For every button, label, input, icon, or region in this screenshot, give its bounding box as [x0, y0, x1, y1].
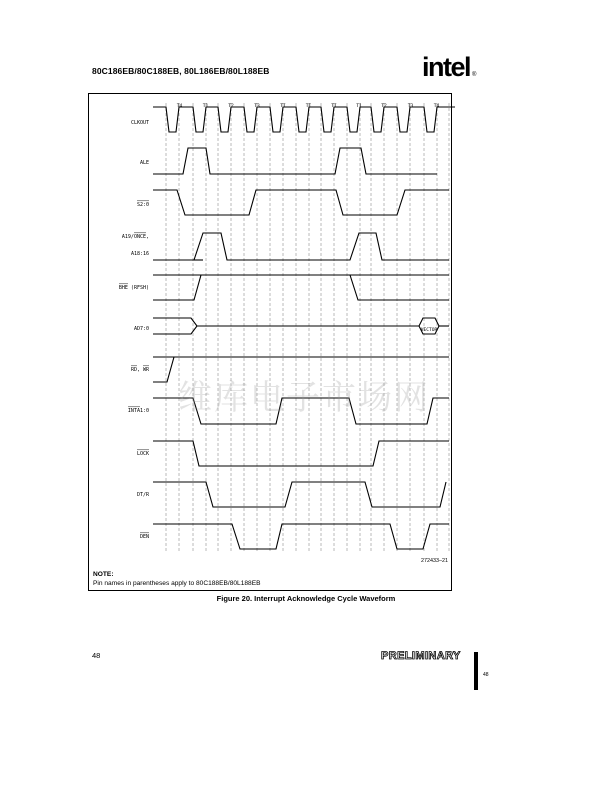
note-text: Pin names in parentheses apply to 80C188EB/80L188EB	[93, 580, 261, 587]
signal-label-ale: ALE	[139, 160, 149, 166]
preliminary-mark: PRELIMINARY	[381, 650, 461, 662]
t-state-label: T2	[381, 104, 387, 109]
signal-label-bhe: BHE (RFSH)	[118, 285, 149, 291]
intel-logo: intel	[422, 52, 471, 82]
t-state-label: T1	[356, 104, 362, 109]
t-state-label: TI	[331, 104, 337, 109]
signal-label-ad: AD7:0	[133, 326, 149, 332]
figure-id: 272433–21	[421, 558, 448, 564]
t-state-label: T2	[228, 104, 234, 109]
signal-label-s20: S2:0	[136, 202, 149, 208]
vector-label: VECTOR	[420, 328, 438, 333]
t-state-label: T4	[176, 104, 183, 109]
signal-label-clk: CLKOUT	[130, 120, 149, 126]
signal-label-rdwr: RD, WR	[130, 367, 149, 373]
t-state-label: TI	[280, 104, 286, 109]
document-header-title: 80C186EB/80C188EB, 80L186EB/80L188EB	[92, 66, 270, 76]
side-page-number: 48	[483, 672, 489, 678]
signal-label-den: DEN	[139, 534, 149, 540]
t-state-label: TI	[305, 104, 312, 109]
t-state-label: T4	[433, 104, 440, 109]
figure-caption: Figure 20. Interrupt Acknowledge Cycle Waveform	[216, 594, 396, 603]
signal-label-lock: LOCK	[136, 451, 149, 457]
signal-label-dtr: DT/R	[136, 492, 149, 498]
signal-label-a18: A18:16	[130, 251, 149, 257]
watermark: 维库电子市场网	[178, 378, 430, 418]
signal-label-inta: INTA1:0	[127, 408, 149, 414]
t-state-label: T3	[407, 104, 414, 109]
figure-frame	[88, 93, 452, 591]
page-number: 48	[92, 651, 101, 660]
margin-bar	[474, 652, 478, 690]
registered-mark: ®	[472, 72, 477, 78]
t-state-label: T3	[254, 104, 260, 109]
note-heading: NOTE:	[93, 571, 114, 578]
signal-label-a19: A19/ONCE,	[121, 234, 149, 240]
t-state-label: T1	[202, 104, 209, 109]
